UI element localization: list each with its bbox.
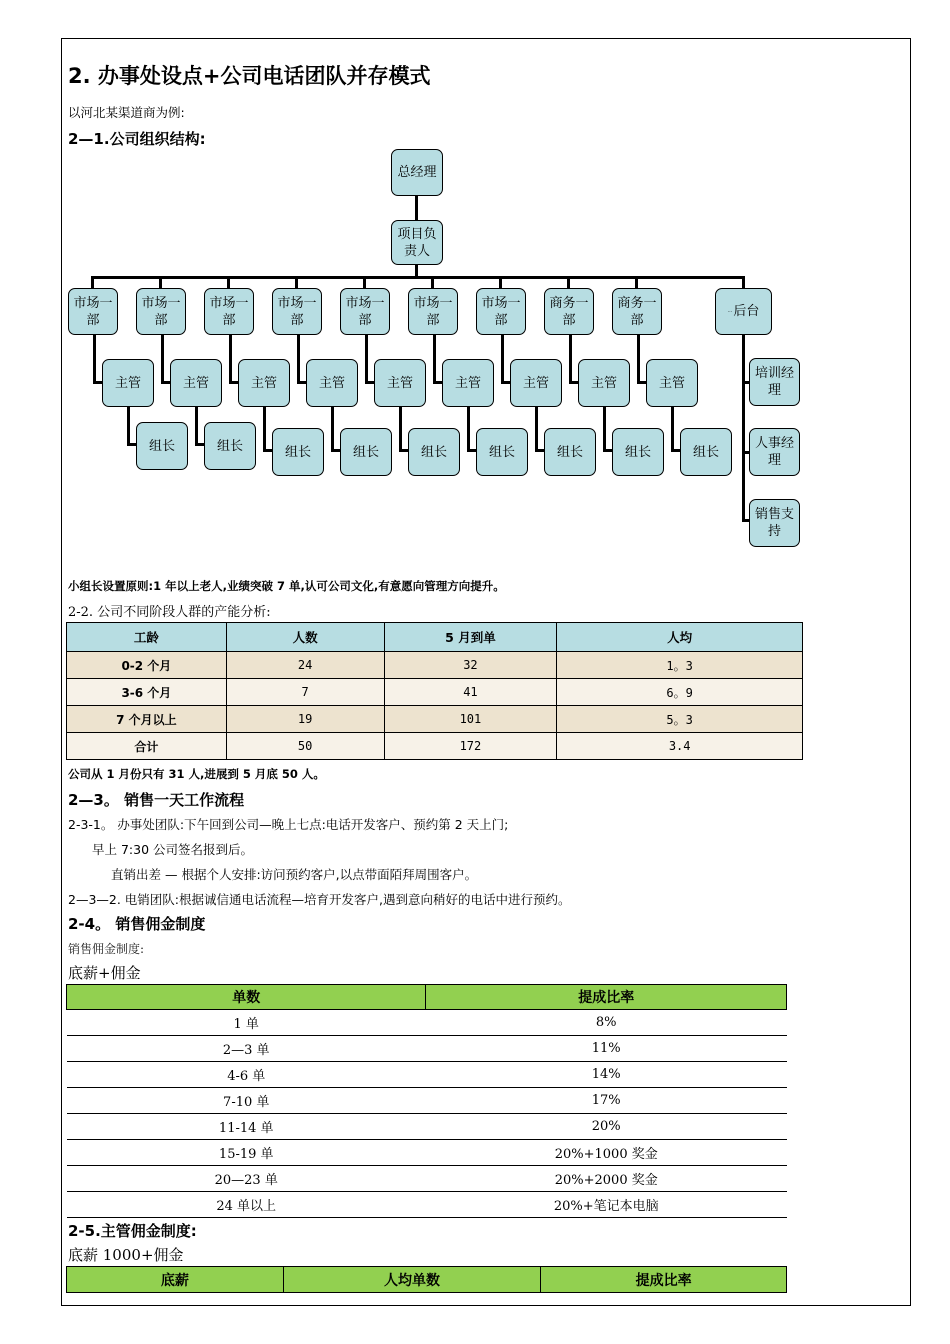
org-node-supervisor: 主管 [510,359,562,407]
table-row [67,1036,787,1062]
table-row [67,706,803,733]
col-header: 工龄 [67,623,227,652]
org-connector [501,335,504,383]
table-cell: 19 [226,706,384,733]
table-cell: 7-10 单 [67,1088,426,1114]
supervisor-table-header [67,1267,787,1293]
table-cell: 11-14 单 [67,1114,426,1140]
table-cell: 41 [384,679,557,706]
table-row [67,1088,787,1114]
org-connector [195,407,198,444]
org-connector [297,335,300,383]
org-node-leader: 组长 [612,428,664,476]
org-node-department: 商务一部 [612,288,662,335]
table-row [67,1010,787,1036]
table-cell: 17% [426,1088,787,1114]
capacity-table-header [67,623,803,652]
org-node-pm: 项目负责人 [391,220,443,265]
org-node-leader: 组长 [680,428,732,476]
commission-label: 销售佣金制度: [68,942,145,956]
table-cell: 3-6 个月 [67,679,227,706]
org-node-leader: 组长 [476,428,528,476]
table-row [67,1114,787,1140]
org-node-leader: 组长 [544,428,596,476]
table-cell: 20—23 单 [67,1166,426,1192]
col-header: 单数 [67,985,426,1010]
col-header: 5 月到单 [384,623,557,652]
org-connector [569,335,572,383]
col-header: 人均单数 [283,1267,541,1293]
org-connector [365,335,368,383]
table-cell: 24 单以上 [67,1192,426,1218]
org-node-supervisor: 主管 [442,359,494,407]
org-connector [742,335,745,521]
table-cell: 20% [426,1114,787,1140]
org-node-department: 市场一部 [204,288,254,335]
org-node-sales-support: 销售支持 [749,499,800,547]
col-header: 人数 [226,623,384,652]
table-cell: 24 [226,652,384,679]
table-cell: 172 [384,733,557,760]
org-node-leader: 组长 [408,428,460,476]
table-cell: 2—3 单 [67,1036,426,1062]
table-row [67,652,803,679]
table-row [67,1140,787,1166]
table-cell: 20%+1000 奖金 [426,1140,787,1166]
table-cell: 6。9 [557,679,803,706]
table-cell: 101 [384,706,557,733]
org-connector [93,335,96,383]
table-cell: 32 [384,652,557,679]
org-connector [742,276,745,288]
org-connector [567,276,570,288]
org-node-department: 市场一部 [272,288,322,335]
supervisor-table [66,1266,787,1293]
table-cell: 20%+笔记本电脑 [426,1192,787,1218]
col-header: 提成比率 [541,1267,787,1293]
workflow-line: 2—3—2. 电销团队:根据诚信通电话流程—培育开发客户,遇到意向稍好的电话中进行预约。 [68,892,571,907]
intro-text: 以河北某渠道商为例: [68,105,185,120]
org-connector [263,407,266,450]
org-connector [127,407,130,444]
org-connector [295,276,298,288]
org-connector [161,335,164,383]
org-node-department: 市场一部 [476,288,526,335]
org-node-supervisor: 主管 [374,359,426,407]
org-node-department: 市场一部 [408,288,458,335]
section-heading-supervisor: 2-5.主管佣金制度: [68,1222,197,1240]
backoffice-label: 后台 [733,304,760,319]
org-hbar [92,276,743,279]
org-node-department: 市场一部 [68,288,118,335]
table-cell: 11% [426,1036,787,1062]
org-connector [331,407,334,450]
section-heading-workflow: 2—3。 销售一天工作流程 [68,791,245,809]
table-cell: 合计 [67,733,227,760]
section-heading-capacity: 2-2. 公司不同阶段人群的产能分析: [68,605,271,620]
org-connector [467,407,470,450]
workflow-line: 早上 7:30 公司签名报到后。 [92,842,254,857]
org-node-leader: 组长 [272,428,324,476]
table-row [67,1062,787,1088]
org-node-leader: 组长 [340,428,392,476]
table-cell: 8% [426,1010,787,1036]
org-connector [431,276,434,288]
page-title: 2. 办事处设点+公司电话团队并存模式 [68,64,431,88]
org-node-ceo: 总经理 [391,149,443,196]
org-connector [637,335,640,383]
table-cell: 7 个月以上 [67,706,227,733]
section-heading-commission: 2-4。 销售佣金制度 [68,915,206,933]
org-node-supervisor: 主管 [238,359,290,407]
org-connector [399,407,402,450]
table-cell: 50 [226,733,384,760]
supervisor-formula: 底薪 1000+佣金 [68,1246,184,1264]
table-cell: 20%+2000 奖金 [426,1166,787,1192]
org-connector [603,407,606,450]
org-node-hr-manager: 人事经理 [749,428,800,476]
table-row [67,679,803,706]
growth-note: 公司从 1 月份只有 31 人,进展到 5 月底 50 人。 [68,767,325,781]
org-connector [415,196,418,220]
table-cell: 14% [426,1062,787,1088]
org-connector [227,276,230,288]
workflow-line: 2-3-1。 办事处团队:下午回到公司—晚上七点:电话开发客户、预约第 2 天上门; [68,817,509,832]
section-heading-org: 2—1.公司组织结构: [68,130,206,148]
org-node-supervisor: 主管 [102,359,154,407]
org-connector [229,335,232,383]
org-connector [499,276,502,288]
table-cell: 5。3 [557,706,803,733]
org-connector [535,407,538,450]
org-node-supervisor: 主管 [306,359,358,407]
org-node-supervisor: 主管 [646,359,698,407]
table-cell: 1 单 [67,1010,426,1036]
table-cell: 15-19 单 [67,1140,426,1166]
org-connector [363,276,366,288]
commission-table [66,984,787,1218]
commission-formula: 底薪+佣金 [68,964,141,982]
org-node-training-manager: 培训经理 [749,358,800,406]
org-node-supervisor: 主管 [170,359,222,407]
table-row [67,733,803,760]
org-node-department: 市场一部 [340,288,390,335]
leader-rule: 小组长设置原则:1 年以上老人,业绩突破 7 单,认可公司文化,有意愿向管理方向提升。 [68,579,505,593]
org-connector [91,276,94,288]
org-node-leader: 组长 [204,422,256,470]
table-row [67,1166,787,1192]
table-cell: 3.4 [557,733,803,760]
workflow-line: 直销出差 — 根据个人安排:访问预约客户,以点带面陌拜周围客户。 [111,867,478,882]
table-cell: 1。3 [557,652,803,679]
col-header: 人均 [557,623,803,652]
table-cell: 7 [226,679,384,706]
org-connector [159,276,162,288]
capacity-table [66,622,803,760]
org-connector [671,407,674,450]
table-cell: 4-6 单 [67,1062,426,1088]
org-node-supervisor: 主管 [578,359,630,407]
table-cell: 0-2 个月 [67,652,227,679]
org-connector [635,276,638,288]
org-connector [433,335,436,383]
org-node-leader: 组长 [136,422,188,470]
table-row [67,1192,787,1218]
col-header: 提成比率 [426,985,787,1010]
org-node-department: 商务一部 [544,288,594,335]
backoffice-prefix: ... [727,308,733,314]
commission-table-header [67,985,787,1010]
org-node-department: 市场一部 [136,288,186,335]
org-node-backoffice [715,288,772,335]
col-header: 底薪 [67,1267,284,1293]
